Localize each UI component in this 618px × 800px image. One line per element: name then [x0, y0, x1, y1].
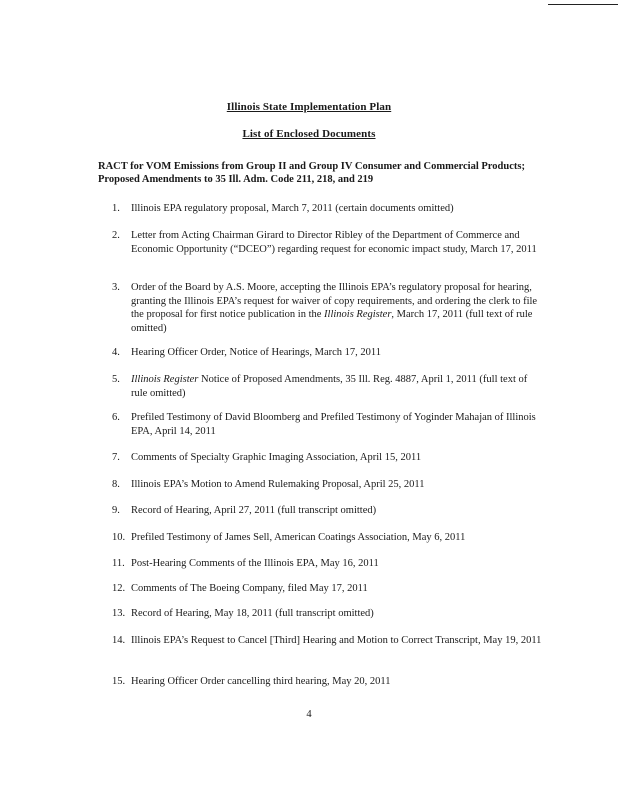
- item-text: Illinois EPA’s Request to Cancel [Third] Hearing and Motion to Correct Transcript, May 19, 2011: [131, 635, 542, 646]
- item-text: [112, 281, 542, 335]
- item-text-part: Order of the Board by A.S. Moore, accepting the Illinois EPA’s regulatory proposal for hearing, granting the Illinois EPA’s request for waiver of copy requirements, and ordering the clerk to file the proposal for first notice publication in the: [131, 282, 538, 320]
- item-number: 11.: [112, 558, 125, 569]
- list-item: [112, 582, 542, 596]
- item-text-italic: Illinois Register: [131, 374, 199, 385]
- document-title: Illinois State Implementation Plan: [226, 101, 392, 113]
- list-item: [112, 557, 542, 571]
- page-number: 4: [306, 709, 312, 720]
- list-item: [112, 607, 542, 621]
- item-text: [112, 373, 542, 400]
- item-text-italic: Illinois Register: [324, 309, 392, 320]
- subject-heading: RACT for VOM Emissions from Group II and Group IV Consumer and Commercial Products; Proposed Amendments to 35 Ill. Adm. Code 211, 218, and 219: [98, 161, 525, 185]
- item-text: Illinois EPA’s Motion to Amend Rulemaking Proposal, April 25, 2011: [131, 479, 425, 490]
- item-text: Illinois EPA regulatory proposal, March 7, 2011 (certain documents omitted): [131, 203, 454, 214]
- item-number: 4.: [112, 347, 120, 358]
- item-number: 15.: [112, 676, 126, 687]
- item-text: Prefiled Testimony of David Bloomberg and Prefiled Testimony of Yoginder Mahajan of Illinois EPA, April 14, 2011: [131, 412, 536, 437]
- list-item: [112, 346, 542, 360]
- list-item: [112, 531, 542, 545]
- list-item: [112, 373, 542, 400]
- item-number: 8.: [112, 479, 120, 490]
- item-number: 2.: [112, 230, 120, 241]
- list-item: [112, 411, 542, 438]
- item-text: Record of Hearing, April 27, 2011 (full transcript omitted): [131, 505, 377, 516]
- corner-rule: [548, 4, 618, 5]
- item-text-part: , March 17, 2011 (full text of rule omitted): [131, 309, 533, 334]
- item-number: 14.: [112, 635, 126, 646]
- item-text: Comments of Specialty Graphic Imaging Association, April 15, 2011: [131, 452, 422, 463]
- item-number: 3.: [112, 282, 120, 293]
- list-item: [112, 634, 542, 648]
- list-item: [112, 675, 542, 689]
- item-number: 10.: [112, 532, 126, 543]
- list-item: [112, 281, 542, 335]
- item-number: 13.: [112, 608, 126, 619]
- item-number: 7.: [112, 452, 120, 463]
- item-number: 12.: [112, 583, 126, 594]
- list-item: [112, 451, 542, 465]
- item-text-part: Notice of Proposed Amendments, 35 Ill. Reg. 4887, April 1, 2011 (full text of rule omitted): [131, 374, 528, 399]
- item-text: Prefiled Testimony of James Sell, American Coatings Association, May 6, 2011: [131, 532, 466, 543]
- item-text: Letter from Acting Chairman Girard to Director Ribley of the Department of Commerce and Economic Opportunity (“DCEO”) regarding request for economic impact study, March 17, 2011: [131, 230, 537, 255]
- item-number: 6.: [112, 412, 120, 423]
- item-text: Hearing Officer Order, Notice of Hearings, March 17, 2011: [131, 347, 382, 358]
- item-text: Post-Hearing Comments of the Illinois EPA, May 16, 2011: [131, 558, 379, 569]
- item-number: 1.: [112, 203, 120, 214]
- list-item: [112, 202, 542, 216]
- list-item: [112, 504, 542, 518]
- item-text: Record of Hearing, May 18, 2011 (full transcript omitted): [131, 608, 374, 619]
- item-text: Comments of The Boeing Company, filed May 17, 2011: [131, 583, 368, 594]
- document-subtitle: List of Enclosed Documents: [242, 128, 376, 140]
- item-number: 9.: [112, 505, 120, 516]
- list-item: [112, 478, 542, 492]
- item-text: Hearing Officer Order cancelling third hearing, May 20, 2011: [131, 676, 391, 687]
- item-number: 5.: [112, 374, 120, 385]
- list-item: [112, 229, 542, 256]
